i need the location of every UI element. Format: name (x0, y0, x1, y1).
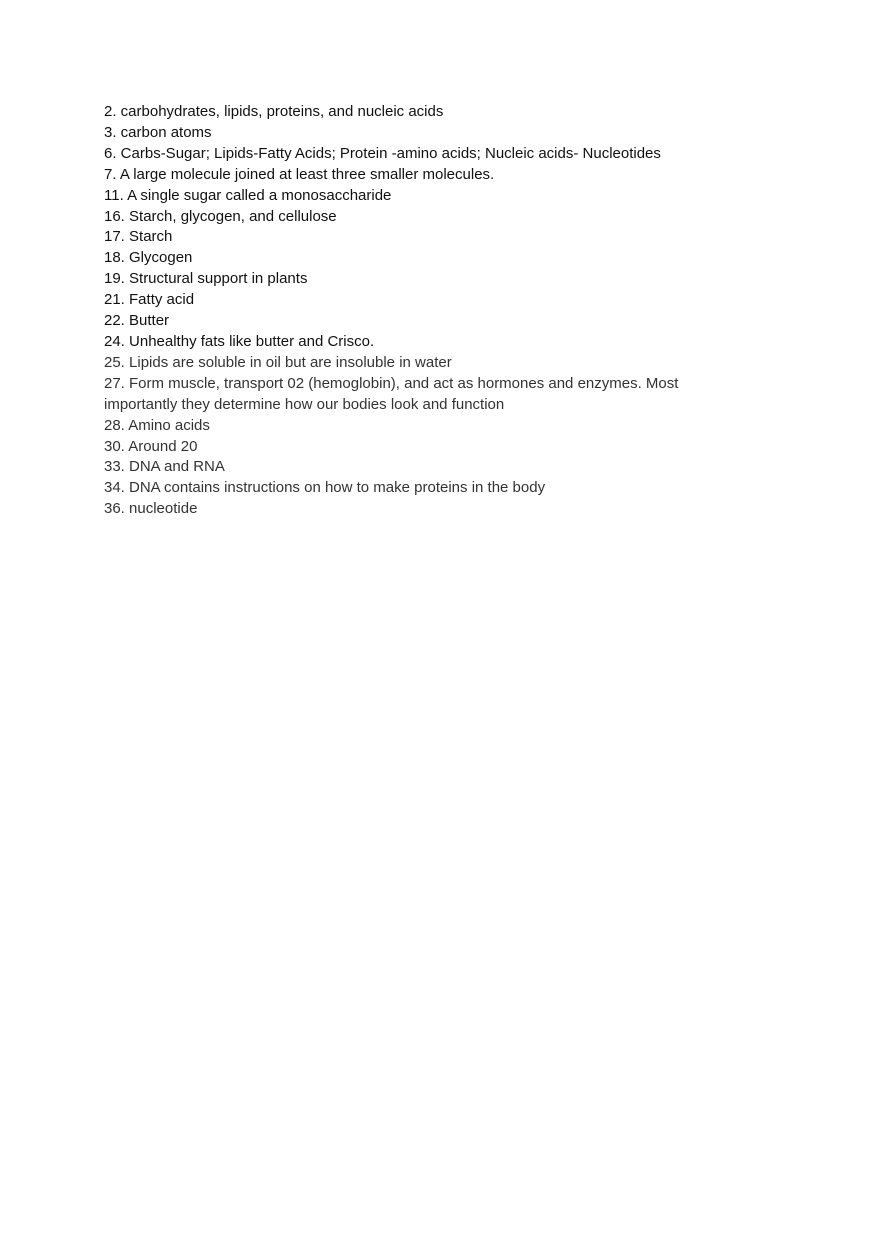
answer-item: 22. Butter (104, 312, 170, 330)
answer-item: 18. Glycogen (104, 249, 193, 267)
answer-item: 3. carbon atoms (104, 123, 212, 141)
answer-item: 34. DNA contains instructions on how to make proteins in the body (104, 479, 546, 497)
answer-item: 33. DNA and RNA (104, 458, 225, 476)
answer-item: 24. Unhealthy fats like butter and Crisco. (104, 332, 375, 350)
answer-item: 2. carbohydrates, lipids, proteins, and nucleic acids (104, 103, 444, 120)
answer-item: 21. Fatty acid (104, 291, 195, 309)
answer-list (104, 102, 744, 520)
answer-item: 17. Starch (104, 228, 173, 246)
answer-item: 27. Form muscle, transport 02 (hemoglobin), and act as hormones and enzymes. Most importantly they determine how our bodies look and function (104, 374, 679, 413)
answer-item: 6. Carbs-Sugar; Lipids-Fatty Acids; Protein -amino acids; Nucleic acids- Nucleotides (104, 144, 661, 162)
answer-item: 11. A single sugar called a monosaccharide (104, 186, 392, 204)
answer-item: 30. Around 20 (104, 437, 198, 455)
answer-item: 28. Amino acids (104, 416, 210, 434)
answer-item: 7. A large molecule joined at least three smaller molecules. (104, 165, 495, 183)
answer-item: 36. nucleotide (104, 500, 198, 518)
answer-item: 16. Starch, glycogen, and cellulose (104, 207, 337, 225)
answer-item: 25. Lipids are soluble in oil but are insoluble in water (104, 353, 452, 371)
answer-item: 19. Structural support in plants (104, 270, 308, 288)
